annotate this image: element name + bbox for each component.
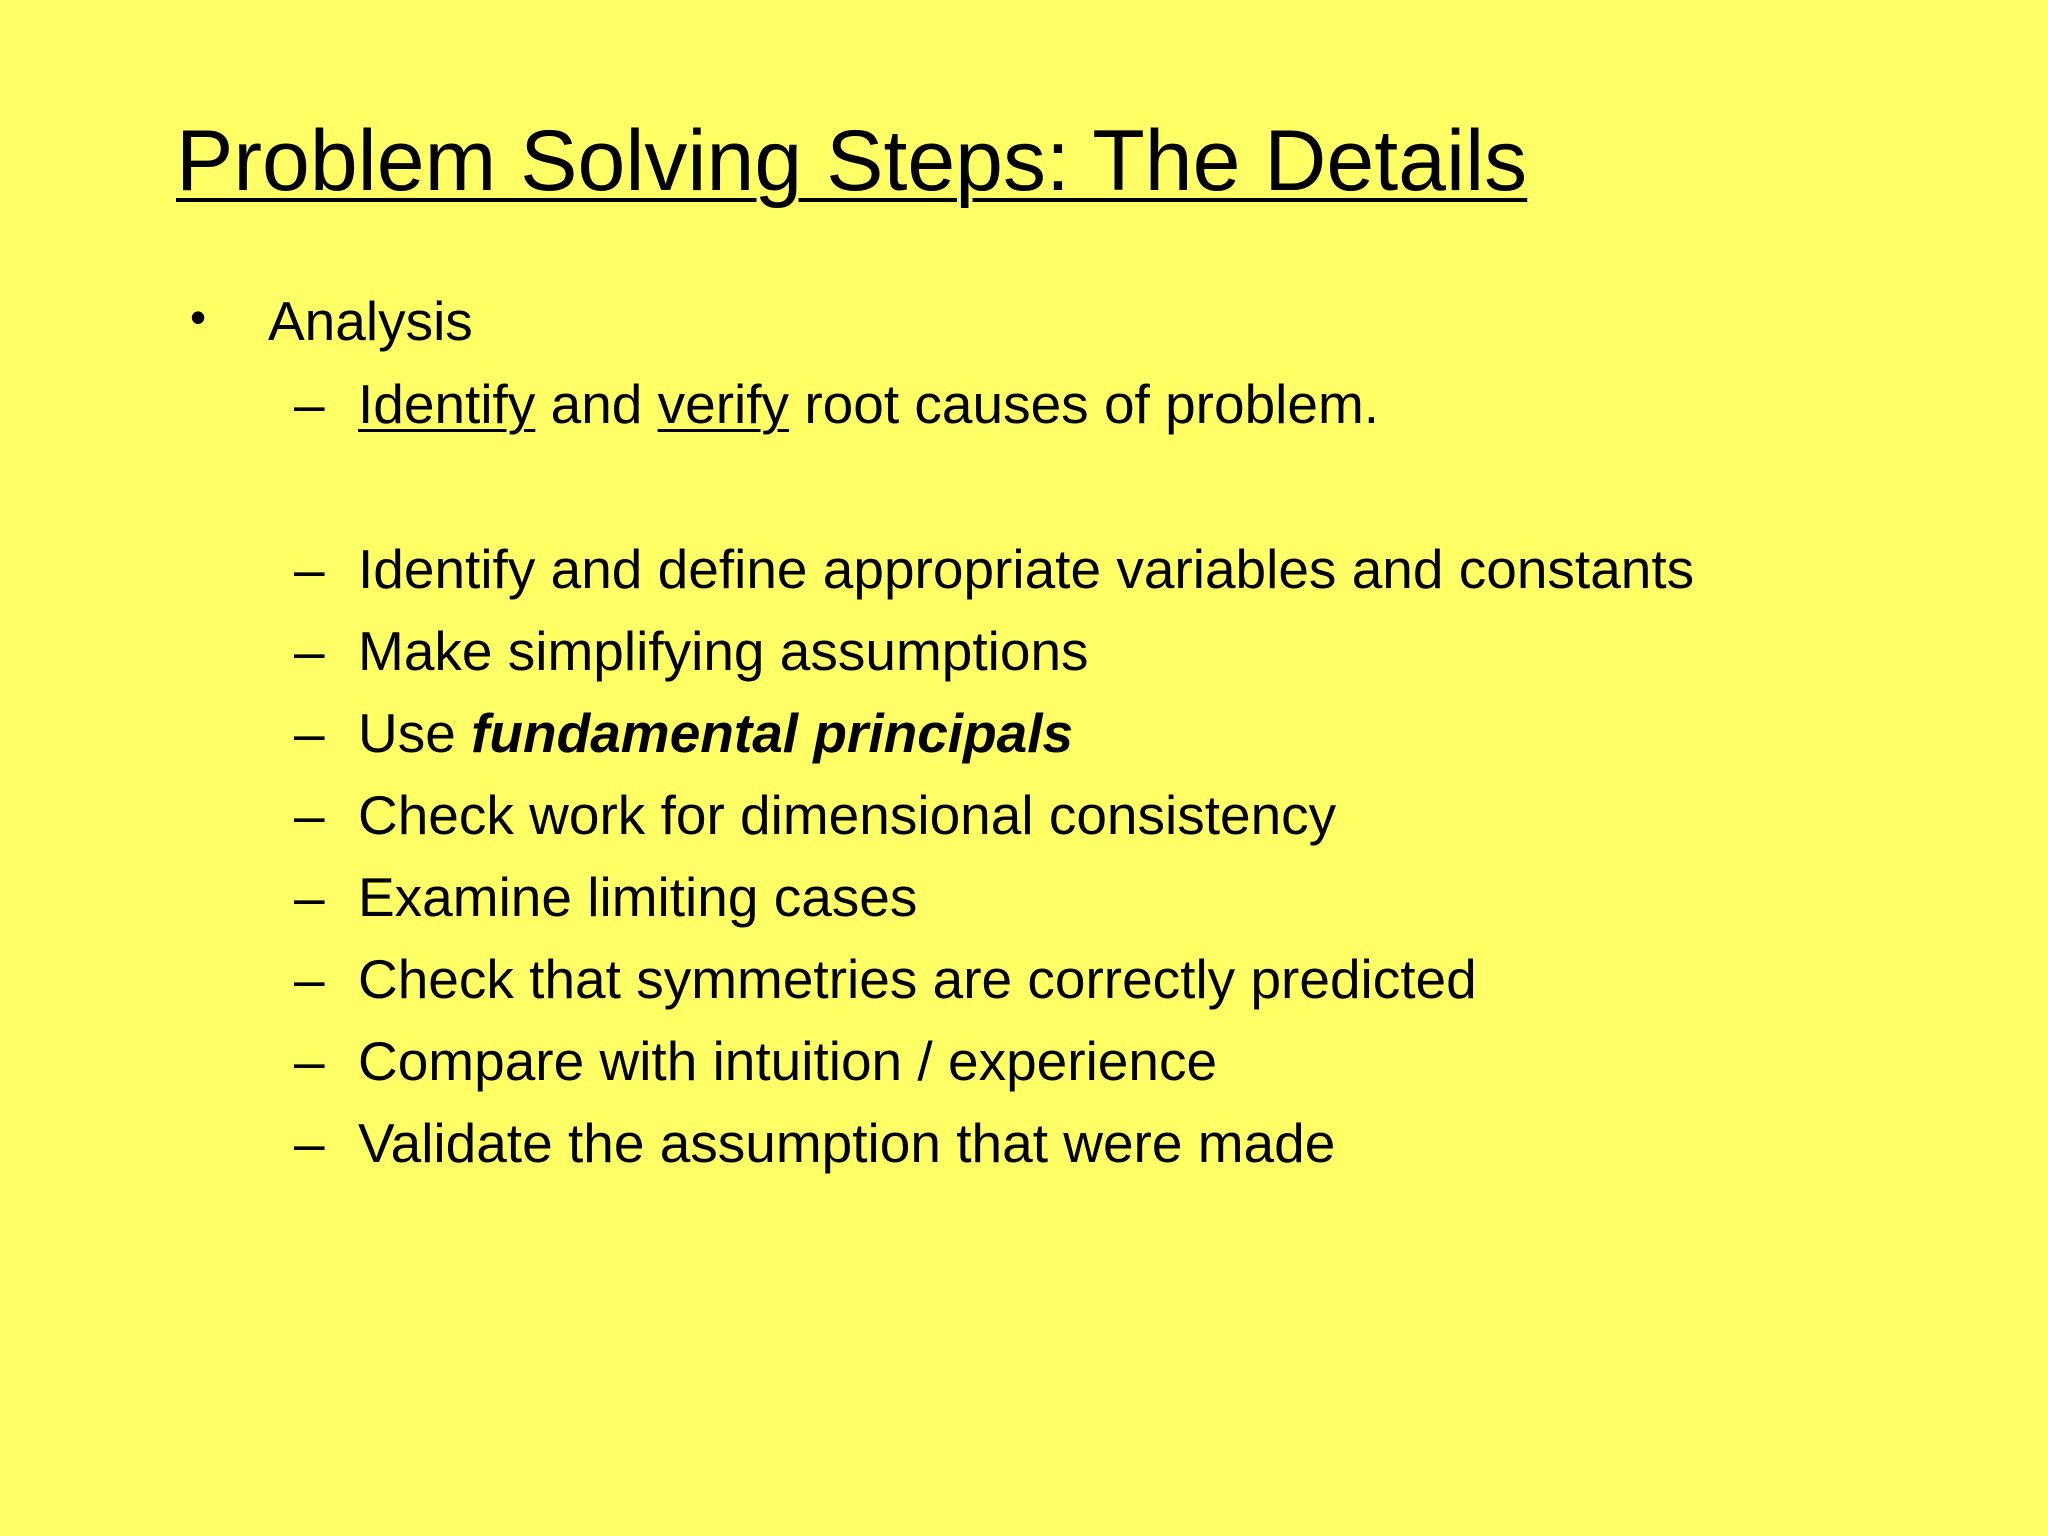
sub-item-text: Examine limiting cases (358, 866, 918, 928)
bullet-label: Analysis (268, 290, 473, 352)
bullet-icon: • (190, 291, 207, 343)
dash-icon: – (294, 1112, 325, 1174)
dash-icon: – (294, 538, 325, 600)
fundamental-principals-emphasis: fundamental principals (471, 702, 1074, 764)
root-causes-text: root causes of problem. (789, 373, 1380, 435)
sub-item-text (358, 702, 1074, 764)
and-text: and (535, 373, 658, 435)
dash-icon: – (294, 702, 325, 764)
dash-icon: – (294, 784, 325, 846)
sub-item-text: Make simplifying assumptions (358, 620, 1089, 682)
identify-underlined: Identify (358, 373, 536, 435)
sub-item-text: Check that symmetries are correctly predicted (358, 948, 1477, 1010)
verify-underlined: verify (657, 373, 790, 435)
sub-item-text: Identify and define appropriate variables and constants (358, 538, 1695, 600)
use-text: Use (358, 702, 472, 764)
dash-icon: – (294, 948, 325, 1010)
sub-item-text: Check work for dimensional consistency (358, 784, 1337, 846)
dash-icon: – (294, 866, 325, 928)
sub-item-text (358, 373, 1380, 435)
slide-title: Problem Solving Steps: The Details (176, 113, 1528, 209)
dash-icon: – (294, 620, 325, 682)
dash-icon: – (294, 1030, 325, 1092)
sub-item-text: Compare with intuition / experience (358, 1030, 1218, 1092)
sub-item-text: Validate the assumption that were made (358, 1112, 1336, 1174)
dash-icon: – (294, 373, 325, 435)
